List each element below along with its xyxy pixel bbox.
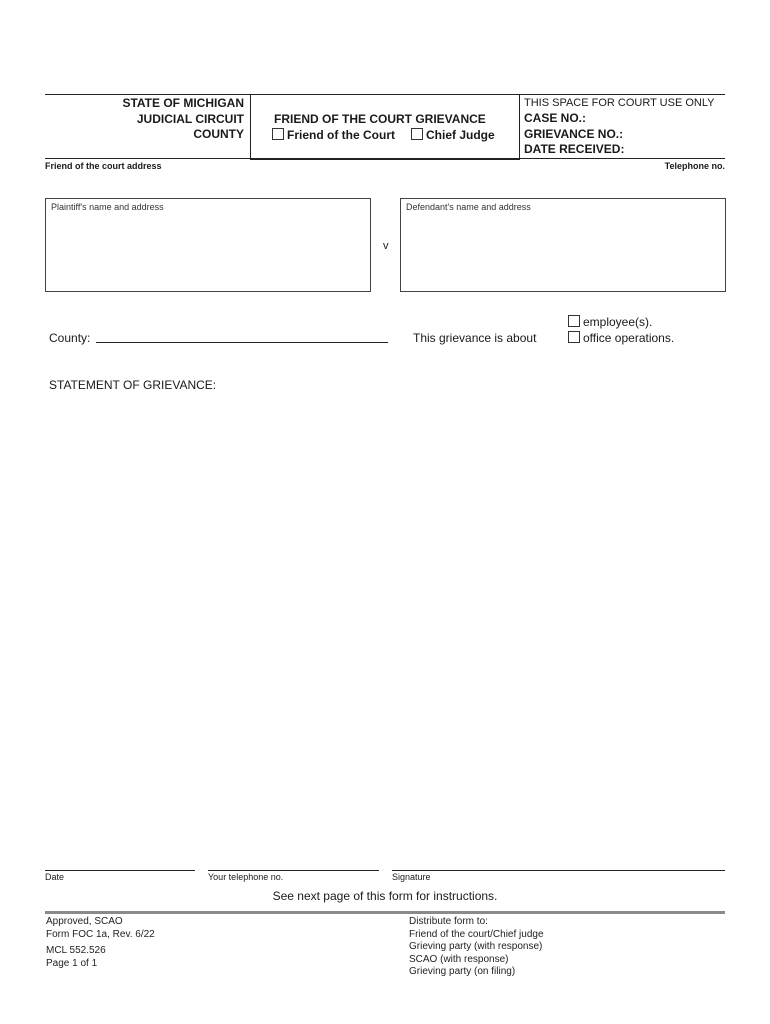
distribute-item: Friend of the court/Chief judge	[409, 928, 544, 940]
option-office-operations[interactable]: office operations.	[568, 331, 674, 345]
employees-checkbox[interactable]	[568, 315, 580, 327]
distribute-item: SCAO (with response)	[409, 953, 509, 965]
form-info	[46, 916, 155, 970]
your-telephone-label: Your telephone no.	[208, 872, 284, 882]
court-use-label: THIS SPACE FOR COURT USE ONLY	[524, 97, 715, 109]
date-label: Date	[45, 872, 65, 882]
date-line[interactable]	[45, 870, 195, 871]
page-label: Page 1 of 1	[46, 957, 98, 969]
distribution-list	[409, 916, 544, 979]
footer-rule	[45, 911, 725, 914]
circuit-label: JUDICIAL CIRCUIT	[136, 112, 244, 126]
signature-label: Signature	[392, 872, 431, 882]
distribute-item: Grieving party (with response)	[409, 941, 543, 952]
office-operations-checkbox[interactable]	[568, 331, 580, 343]
signature-line[interactable]	[392, 870, 725, 871]
foc-checkbox[interactable]	[272, 128, 284, 140]
option-chief-judge[interactable]: Chief Judge	[411, 128, 495, 142]
case-no-label: CASE NO.:	[524, 111, 587, 125]
distribute-heading: Distribute form to:	[409, 916, 488, 927]
chief-judge-checkbox[interactable]	[411, 128, 423, 140]
form-title: FRIEND OF THE COURT GRIEVANCE	[274, 112, 486, 126]
instructions-note: See next page of this form for instructions.	[272, 889, 498, 903]
telephone-line[interactable]	[208, 870, 379, 871]
court-caption	[45, 94, 250, 159]
mcl-label: MCL 552.526	[46, 945, 106, 956]
statement-heading: STATEMENT OF GRIEVANCE:	[49, 378, 217, 392]
grievance-no-label: GRIEVANCE NO.:	[524, 127, 624, 141]
foc-telephone-label: Telephone no.	[664, 161, 725, 171]
option-friend-of-court[interactable]: Friend of the Court	[272, 128, 395, 142]
defendant-label: Defendant's name and address	[406, 202, 531, 212]
form-number-label: Form FOC 1a, Rev. 6/22	[46, 928, 155, 940]
foc-address-label: Friend of the court address	[45, 161, 162, 171]
date-received-label: DATE RECEIVED:	[524, 142, 625, 156]
county-input-line[interactable]	[96, 342, 388, 343]
distribute-item: Grieving party (on filing)	[409, 966, 516, 977]
versus-label: v	[383, 240, 389, 252]
plaintiff-box[interactable]	[45, 198, 371, 292]
header-bottom-line	[45, 158, 725, 159]
option-employees[interactable]: employee(s).	[568, 315, 652, 329]
grievance-about-label: This grievance is about	[413, 331, 537, 345]
defendant-box[interactable]	[400, 198, 726, 292]
form-title-box	[250, 94, 520, 160]
county-label: COUNTY	[193, 127, 244, 141]
county-field-label: County:	[49, 331, 91, 345]
court-use-box	[519, 94, 725, 159]
statement-area[interactable]	[45, 398, 725, 858]
state-label: STATE OF MICHIGAN	[122, 96, 244, 110]
plaintiff-label: Plaintiff's name and address	[51, 202, 164, 212]
approved-label: Approved, SCAO	[46, 916, 123, 927]
